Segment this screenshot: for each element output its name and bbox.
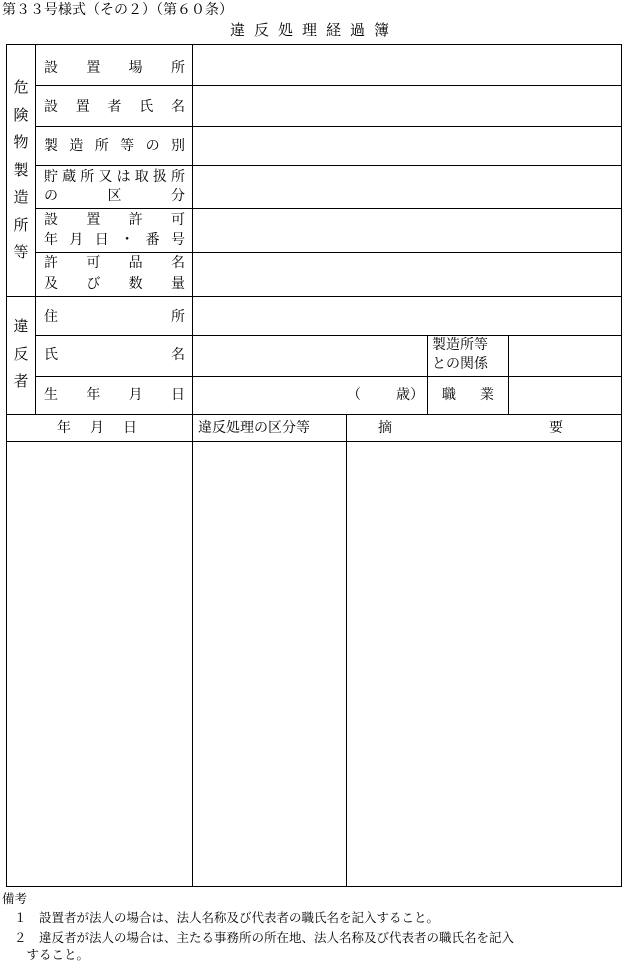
violator-group-label: 違 反 者 bbox=[13, 317, 29, 390]
label-permit-line1: 設 置 許 可 bbox=[44, 212, 185, 228]
label-occupation: 職 業 bbox=[442, 387, 494, 403]
form-number: 第３３号様式（その２）（第６０条） bbox=[2, 2, 233, 18]
field-relation[interactable] bbox=[509, 336, 621, 376]
age-close: 歳） bbox=[396, 387, 424, 403]
field-age[interactable] bbox=[363, 377, 395, 414]
field-permitted-items[interactable] bbox=[193, 253, 621, 296]
field-address[interactable] bbox=[193, 297, 621, 335]
facility-group-label: 危 険 物 製 造 所 等 bbox=[13, 78, 29, 261]
log-date-column[interactable] bbox=[7, 442, 192, 886]
col-header-summary: 摘 要 bbox=[378, 420, 563, 436]
label-permitted-items-line1: 許 可 品 名 bbox=[44, 255, 185, 271]
field-occupation[interactable] bbox=[509, 377, 621, 414]
age-open-paren: （ bbox=[347, 387, 361, 403]
label-relation-line1: 製造所等 bbox=[432, 337, 488, 353]
field-birthdate[interactable] bbox=[193, 377, 353, 414]
note-item: １ 設置者が法人の場合は、法人名称及び代表者の職氏名を記入すること。 bbox=[14, 910, 440, 925]
note-item: すること。 bbox=[14, 947, 90, 962]
field-permit-date-number[interactable] bbox=[193, 209, 621, 252]
field-installation-location[interactable] bbox=[193, 45, 621, 85]
document-title: 違反処理経過簿 bbox=[229, 21, 398, 39]
label-installer-name: 設 置 者 氏 名 bbox=[44, 99, 185, 115]
form-table bbox=[6, 44, 622, 887]
label-permitted-items-line2: 及 び 数 量 bbox=[44, 276, 185, 292]
label-storage-category-line2: の 区 分 bbox=[44, 188, 185, 204]
field-name[interactable] bbox=[193, 336, 427, 376]
log-summary-column[interactable] bbox=[347, 442, 621, 886]
label-installation-location: 設 置 場 所 bbox=[44, 60, 185, 76]
label-permit-line2: 年 月 日 ・ 番 号 bbox=[44, 232, 185, 248]
field-facility-type[interactable] bbox=[193, 127, 621, 165]
label-facility-type: 製 造 所 等 の 別 bbox=[44, 138, 185, 154]
note-item: ２ 違反者が法人の場合は、主たる事務所の所在地、法人名称及び代表者の職氏名を記入 bbox=[14, 930, 515, 945]
label-relation-line2: との関係 bbox=[432, 356, 488, 372]
log-type-column[interactable] bbox=[193, 442, 346, 886]
label-name: 氏 名 bbox=[44, 347, 185, 363]
notes-heading: 備考 bbox=[2, 891, 28, 906]
label-birthdate: 生 年 月 日 bbox=[44, 387, 185, 403]
col-header-violation-type: 違反処理の区分等 bbox=[198, 420, 310, 436]
field-installer-name[interactable] bbox=[193, 86, 621, 126]
field-storage-category[interactable] bbox=[193, 166, 621, 208]
col-header-date: 年 月 日 bbox=[57, 420, 137, 436]
label-storage-category-line1: 貯 蔵 所 又 は 取 扱 所 bbox=[44, 169, 185, 185]
label-address: 住 所 bbox=[44, 309, 185, 325]
